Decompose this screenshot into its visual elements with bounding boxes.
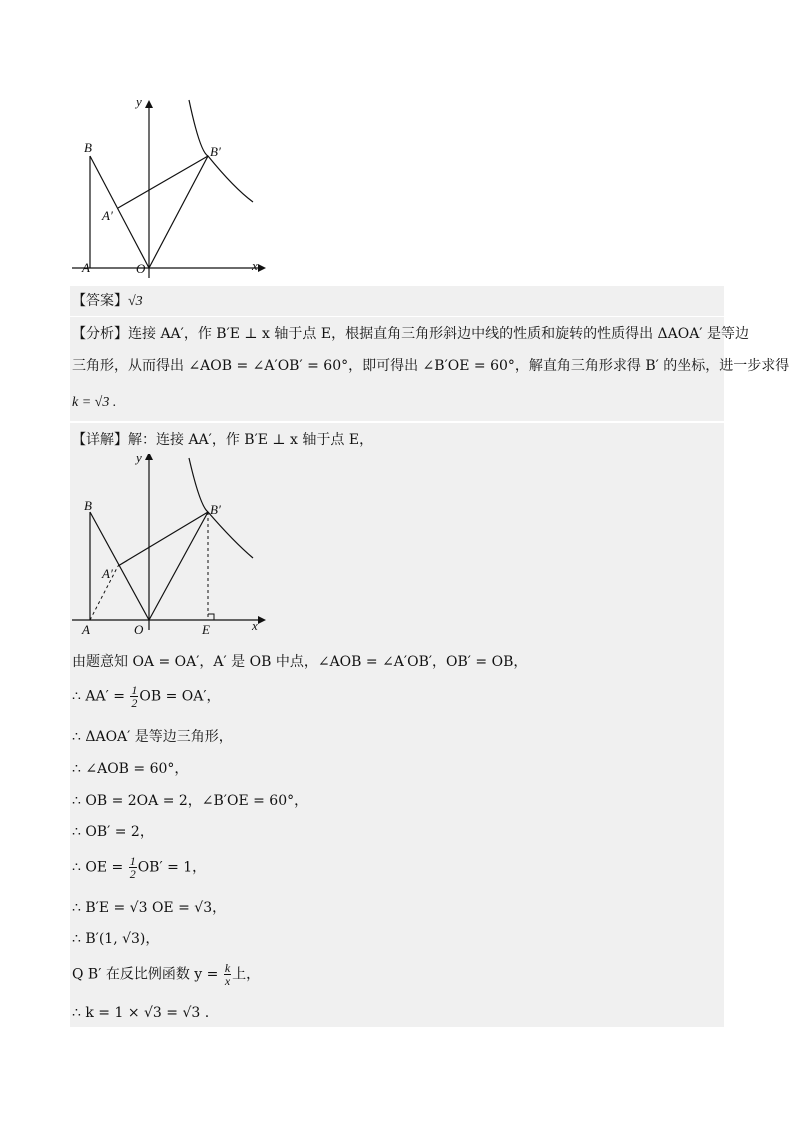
- fig2-label-Bp: B′: [210, 502, 221, 517]
- detail-step-10-head: Q B′ 在反比例函数 y =: [72, 966, 223, 983]
- analysis-line-3: k = √3 .: [72, 395, 117, 410]
- fraction-half-den: 2: [131, 696, 138, 710]
- detail-step-5: ∴ OB = 2OA = 2，∠B′OE = 60°，: [72, 793, 309, 809]
- detail-step-7-tail: OB′ = 1，: [137, 859, 207, 876]
- detail-intro: 解：连接 AA′，作 B′E ⊥ x 轴于点 E，: [128, 432, 374, 448]
- fig1-label-B: B: [84, 140, 92, 155]
- fraction-half-num: 1: [131, 683, 138, 697]
- detail-heading: 【详解】: [72, 432, 128, 448]
- fig2-label-B: B: [84, 498, 92, 513]
- fig2-label-x: x: [252, 618, 258, 633]
- fraction-kx: [224, 962, 231, 987]
- answer-heading: 【答案】: [72, 293, 128, 309]
- detail-step-10: [72, 962, 260, 987]
- analysis-text-1: 连接 AA′，作 B′E ⊥ x 轴于点 E，根据直角三角形斜边中线的性质和旋转的性质得出 ΔAOA′ 是等边: [128, 326, 749, 342]
- detail-step-7: [72, 855, 206, 880]
- detail-step-1: 由题意知 OA = OA′，A′ 是 OB 中点，∠AOB = ∠A′OB′，OB′ = OB，: [72, 654, 528, 670]
- fraction-kx-num: k: [224, 961, 231, 975]
- detail-step-2-head: ∴ AA′ =: [72, 688, 130, 705]
- answer-value: √3: [128, 294, 143, 309]
- detail-step-7-head: ∴ OE =: [72, 859, 128, 876]
- detail-step-9: ∴ B′(1, √3)，: [72, 931, 160, 947]
- answer-band: [70, 286, 724, 316]
- fig2-label-E: E: [202, 622, 210, 637]
- fig1-label-O: O: [136, 261, 146, 276]
- fig2-label-Ap: A′: [102, 566, 113, 581]
- analysis-heading: 【分析】: [72, 326, 128, 342]
- detail-step-2: [72, 684, 221, 709]
- fig1-label-Bp: B′: [210, 144, 221, 159]
- figure-1: [72, 92, 272, 282]
- fig1-label-A: A: [82, 260, 90, 275]
- analysis-line-1: [72, 324, 749, 344]
- detail-step-4: ∴ ∠AOB = 60°，: [72, 761, 189, 777]
- fraction-half-2-num: 1: [129, 854, 136, 868]
- fig2-label-A: A: [82, 622, 90, 637]
- fraction-half-2: [129, 855, 137, 880]
- answer-line: [72, 291, 143, 312]
- fig2-label-O: O: [134, 622, 144, 637]
- detail-step-10-tail: 上，: [232, 966, 261, 983]
- fraction-kx-den: x: [224, 974, 231, 988]
- detail-step-2-tail: OB = OA′，: [139, 688, 221, 705]
- fraction-half-2-den: 2: [129, 867, 136, 881]
- fig1-label-y: y: [136, 94, 142, 109]
- detail-step-8: ∴ B′E = √3 OE = √3，: [72, 900, 227, 916]
- detail-step-3: ∴ ΔAOA′ 是等边三角形，: [72, 729, 233, 745]
- fraction-half: [130, 684, 138, 709]
- figure-2: [72, 454, 272, 644]
- detail-step-6: ∴ OB′ = 2，: [72, 824, 154, 840]
- detail-step-11: ∴ k = 1 × √3 = √3 .: [72, 1005, 210, 1021]
- fig2-label-y: y: [136, 454, 142, 465]
- detail-line-intro: [72, 430, 373, 450]
- fig1-label-x: x: [252, 258, 258, 273]
- analysis-line-2: 三角形，从而得出 ∠AOB = ∠A′OB′ = 60°，即可得出 ∠B′OE = 60°，解直角三角形求得 B′ 的坐标，进一步求得: [72, 358, 790, 374]
- fig1-label-Ap: A′: [102, 208, 113, 223]
